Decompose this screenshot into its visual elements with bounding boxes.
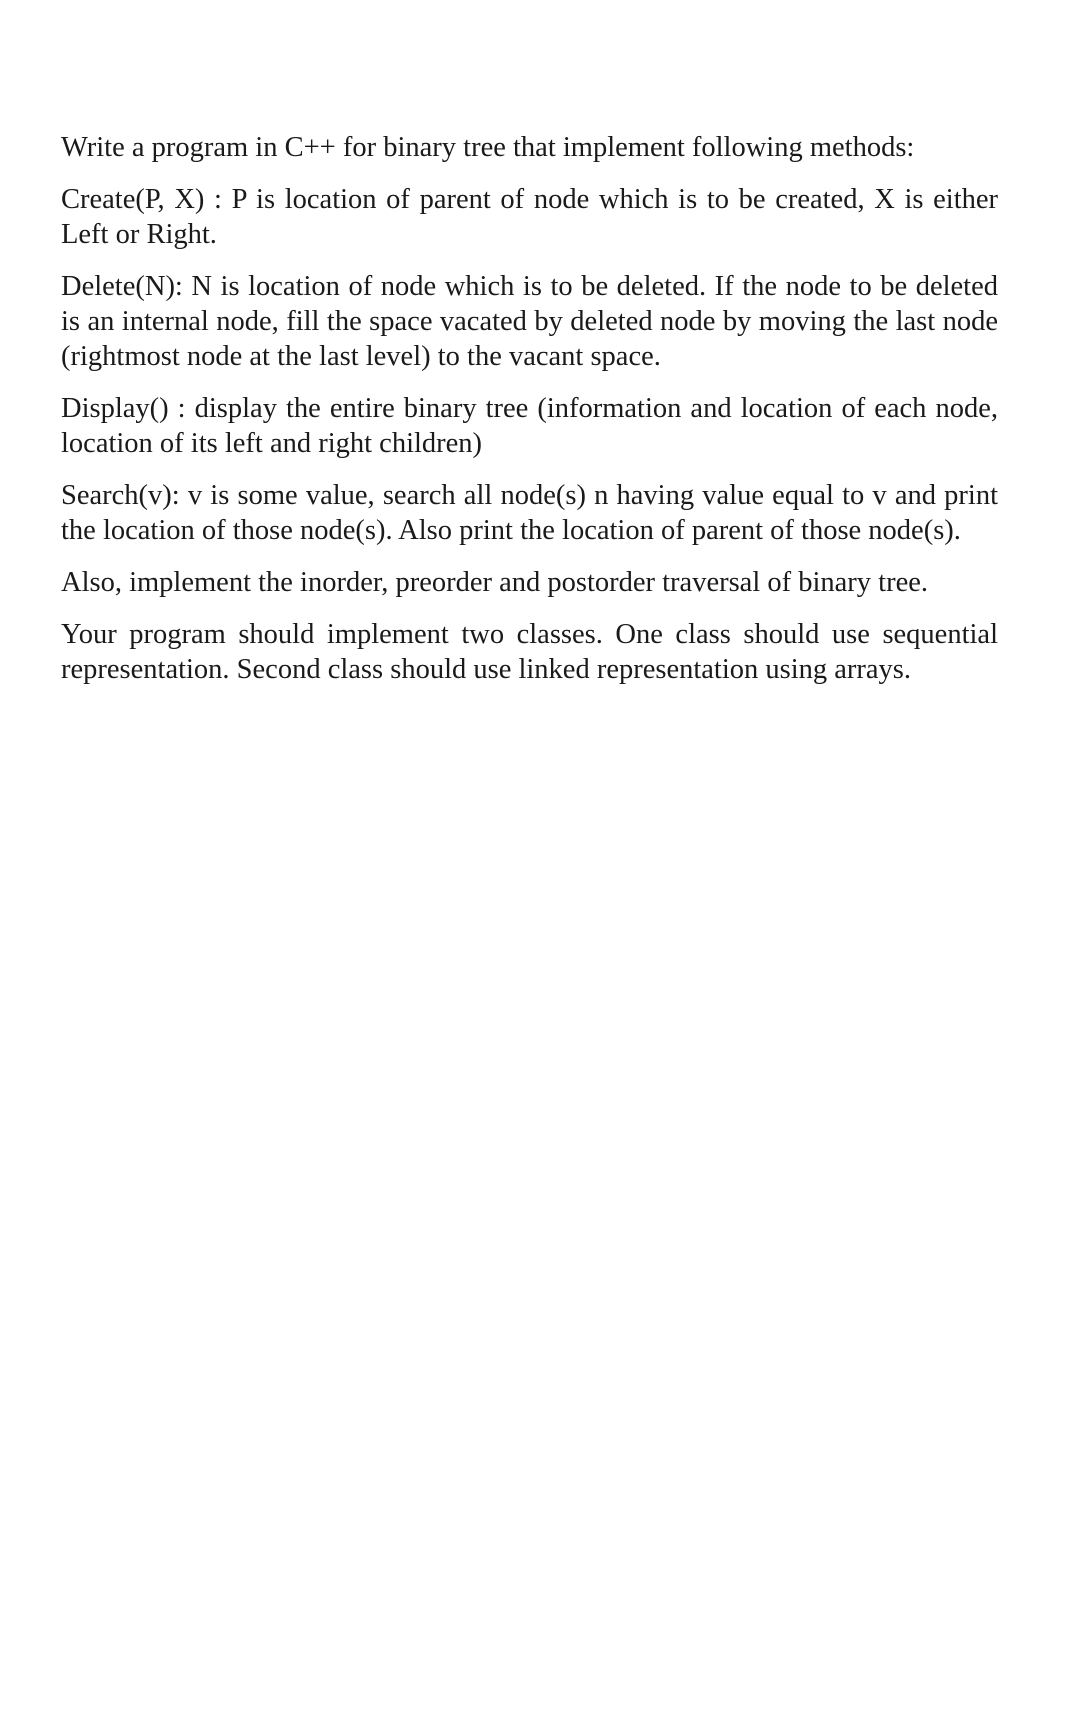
classes-paragraph: Your program should implement two classes. One class should use sequential representation. Second class should use linked representation using arrays. (61, 619, 998, 685)
display-method-paragraph: Display() : display the entire binary tree (information and location of each node, location of its left and right children) (61, 393, 998, 459)
document-body (61, 130, 998, 704)
search-method-paragraph: Search(v): v is some value, search all node(s) n having value equal to v and print the location of those node(s). Also print the location of parent of those node(s). (61, 480, 998, 546)
create-method-paragraph: Create(P, X) : P is location of parent of node which is to be created, X is either Left or Right. (61, 184, 998, 250)
delete-method-paragraph: Delete(N): N is location of node which is to be deleted. If the node to be deleted is an internal node, fill the space vacated by deleted node by moving the last node (rightmost node at the last level) to the vacant space. (61, 271, 998, 372)
traversal-paragraph: Also, implement the inorder, preorder and postorder traversal of binary tree. (61, 567, 929, 598)
intro-paragraph: Write a program in C++ for binary tree that implement following methods: (61, 132, 915, 163)
